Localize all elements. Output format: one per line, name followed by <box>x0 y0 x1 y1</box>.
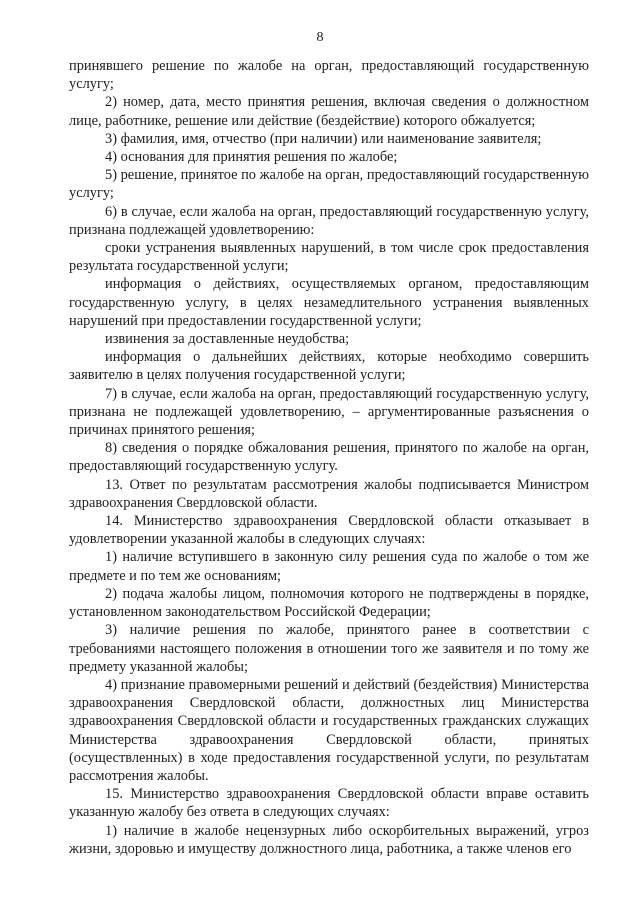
paragraph: сроки устранения выявленных нарушений, в том числе срок предоставления результата государственной услуги; <box>69 240 589 275</box>
paragraph: 2) подача жалобы лицом, полномочия которого не подтверждены в порядке, установленном законодательством Российской Федерации; <box>69 585 589 621</box>
paragraph: извинения за доставленные неудобства; <box>105 331 350 348</box>
paragraph: 8) сведения о порядке обжалования решения, принятого по жалобе на орган, предоставляющий государственную услугу. <box>69 440 589 475</box>
paragraph: 4) признание правомерными решений и действий (бездействия) Министерства здравоохранения Свердловской области, должностных лиц Министерства здравоохранения Свердловской области и государственных гражданских служащих Министерства здравоохранения Свердловской области, принятых (осуществленных) в ходе предоставления государственной услуги, по результатам рассмотрения жалобы. <box>69 676 589 784</box>
paragraph: 1) наличие вступившего в законную силу решения суда по жалобе о том же предмете и по тем же основаниям; <box>69 549 589 584</box>
paragraph: 3) фамилия, имя, отчество (при наличии) или наименование заявителя; <box>105 130 542 147</box>
paragraph: 15. Министерство здравоохранения Свердловской области вправе оставить указанную жалобу без ответа в следующих случаях: <box>69 786 589 821</box>
paragraph: 13. Ответ по результатам рассмотрения жалобы подписывается Министром здравоохранения Свердловской области. <box>69 476 589 511</box>
paragraph: информация о дальнейших действиях, которые необходимо совершить заявителю в целях получения государственной услуги; <box>69 349 589 384</box>
paragraph: принявшего решение по жалобе на орган, предоставляющий государственную услугу; <box>69 58 589 93</box>
paragraph: 4) основания для принятия решения по жалобе; <box>105 149 398 166</box>
paragraph: 3) наличие решения по жалобе, принятого ранее в соответствии с требованиями настоящего положения в отношении того же заявителя и по тому же предмету указанной жалобы; <box>69 622 589 675</box>
paragraph: 2) номер, дата, место принятия решения, включая сведения о должностном лице, работнике, решение или действие (бездействие) которого обжалуется; <box>69 94 589 129</box>
body-text <box>69 57 589 858</box>
paragraph: 14. Министерство здравоохранения Свердловской области отказывает в удовлетворении указанной жалобы в следующих случаях: <box>69 513 589 548</box>
paragraph: информация о действиях, осуществляемых органом, предоставляющим государственную услугу, в целях незамедлительного устранения выявленных нарушений при предоставлении государственной услуги; <box>69 276 589 329</box>
paragraph: 1) наличие в жалобе нецензурных либо оскорбительных выражений, угроз жизни, здоровью и имуществу должностного лица, работника, а также членов его <box>69 822 589 857</box>
paragraph: 6) в случае, если жалоба на орган, предоставляющий государственную услугу, признана подлежащей удовлетворению: <box>69 203 589 238</box>
paragraph: 5) решение, принятое по жалобе на орган, предоставляющий государственную услугу; <box>69 167 589 202</box>
paragraph: 7) в случае, если жалоба на орган, предоставляющий государственную услугу, признана не подлежащей удовлетворению, – аргументированные разъяснения о причинах принятого решения; <box>69 385 589 439</box>
page-number: 8 <box>316 30 324 45</box>
